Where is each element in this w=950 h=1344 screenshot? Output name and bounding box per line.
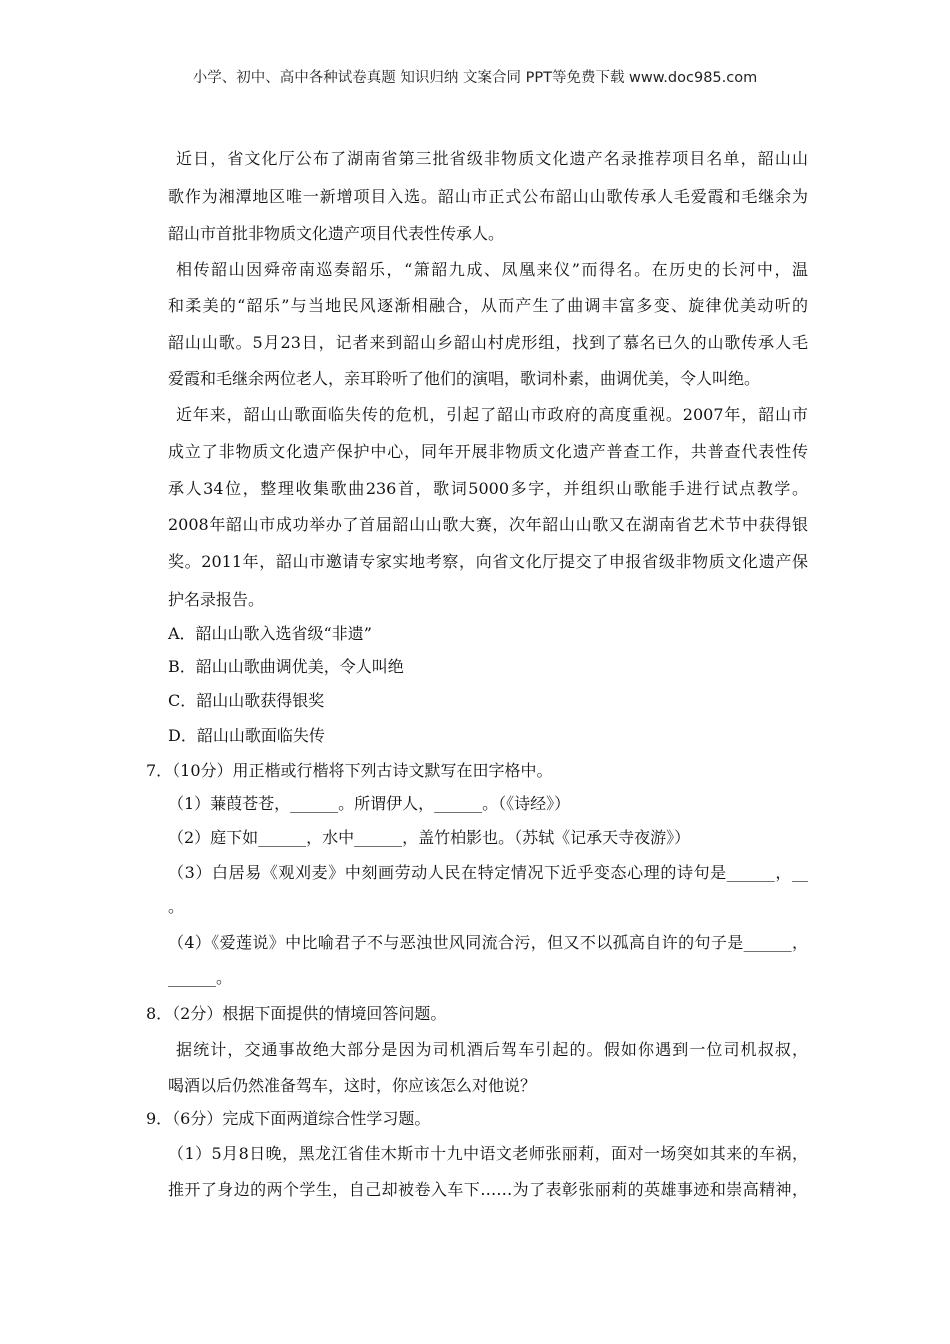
question-7-stem: 7．（10分）用正楷或行楷将下列古诗文默写在田字格中。 [146,761,553,780]
question-8-line: 据统计，交通事故绝大部分是因为司机酒后驾车引起的。假如你遇到一位司机叔叔， [176,1040,808,1059]
question-9-line: 推开了身边的两个学生，自己却被卷入车下……为了表彰张丽莉的英雄事迹和崇高精神， [168,1180,808,1199]
question-7-item-2: （2）庭下如______，水中______，盖竹柏影也。（苏轼《记承天寺夜游》） [168,828,691,847]
question-7-item-3-cont: 。 [168,897,185,916]
passage-line: 歌作为湘潭地区唯一新增项目入选。韶山市正式公布韶山山歌传承人毛爱霞和毛继余为 [168,187,808,206]
passage-line: 奖。2011年，韶山市邀请专家实地考察，向省文化厅提交了申报省级非物质文化遗产保 [168,552,808,571]
option-a: A．韶山山歌入选省级“非遗” [168,624,372,643]
passage-line: 护名录报告。 [168,590,265,609]
page-header-banner: 小学、初中、高中各种试卷真题 知识归纳 文案合同 PPT等免费下载 www.doc985.com [192,70,758,86]
question-9-stem: 9．（6分）完成下面两道综合性学习题。 [146,1109,431,1128]
passage-line: 近日，省文化厅公布了湖南省第三批省级非物质文化遗产名录推荐项目名单，韶山山 [176,149,808,168]
option-b: B．韶山山歌曲调优美，令人叫绝 [168,657,404,676]
passage-line: 和柔美的“韶乐”与当地民风逐渐相融合，从而产生了曲调丰富多变、旋律优美动听的 [168,296,808,315]
question-9-line: （1）5月8日晚，黑龙江省佳木斯市十九中语文老师张丽莉，面对一场突如其来的车祸， [168,1144,808,1163]
passage-line: 成立了非物质文化遗产保护中心，同年开展非物质文化遗产普查工作，共普查代表性传 [168,442,808,461]
question-8-line: 喝酒以后仍然准备驾车，这时，你应该怎么对他说？ [168,1076,537,1095]
passage-line: 韶山山歌。5月23日，记者来到韶山乡韶山村虎形组，找到了慕名已久的山歌传承人毛 [168,333,808,352]
question-7-item-4: （4）《爱莲说》中比喻君子不与恶浊世风同流合污，但又不以孤高自许的句子是______， [168,933,808,952]
question-7-item-1: （1）蒹葭苍苍，______。所谓伊人，______。（《诗经》） [168,794,571,813]
question-8-stem: 8．（2分）根据下面提供的情境回答问题。 [146,1004,447,1023]
question-7-item-3: （3）白居易《观刈麦》中刻画劳动人民在特定情况下近乎变态心理的诗句是______，__ [168,863,808,882]
option-c: C．韶山山歌获得银奖 [168,691,325,710]
passage-line: 韶山市首批非物质文化遗产项目代表性传承人。 [168,224,505,243]
question-7-item-4-cont: ______。 [168,968,233,987]
passage-line: 2008年韶山市成功举办了首届韶山山歌大赛，次年韶山山歌又在湖南省艺术节中获得银 [168,515,808,534]
passage-line: 承人34位，整理收集歌曲236首，歌词5000多字，并组织山歌能手进行试点教学。 [168,479,808,498]
passage-line: 爱霞和毛继余两位老人，亲耳聆听了他们的演唱，歌词朴素，曲调优美，令人叫绝。 [168,369,761,388]
passage-line: 相传韶山因舜帝南巡奏韶乐，“箫韶九成、凤凰来仪”而得名。在历史的长河中，温 [176,260,808,279]
passage-line: 近年来，韶山山歌面临失传的危机，引起了韶山市政府的高度重视。2007年，韶山市 [176,405,808,424]
option-d: D．韶山山歌面临失传 [168,726,325,745]
